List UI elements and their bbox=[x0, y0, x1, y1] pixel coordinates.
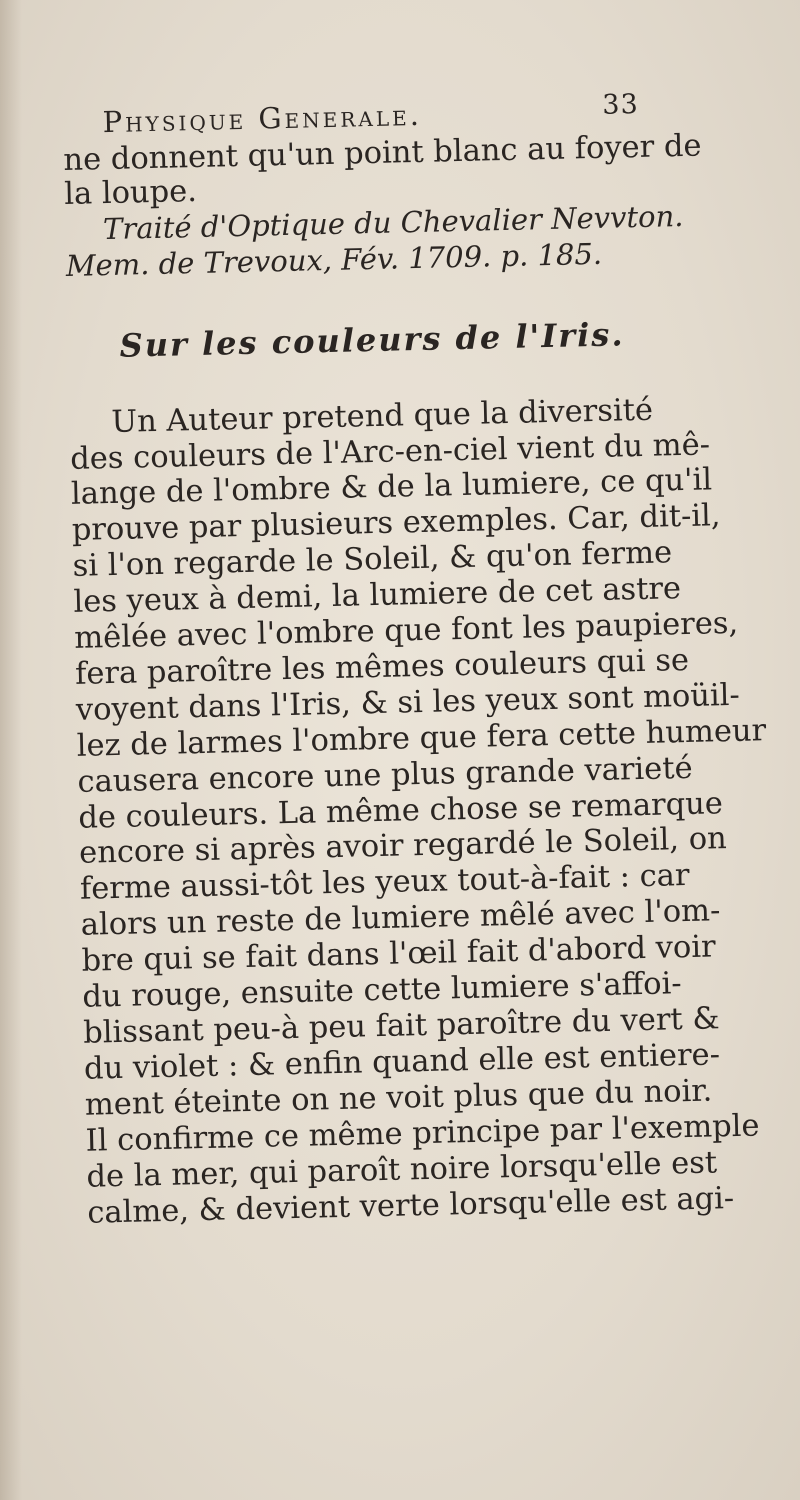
text-line: ne donnent qu'un point blanc au foyer de bbox=[63, 128, 702, 178]
paragraph-line: Un Auteur pretend que la diversité bbox=[111, 392, 654, 440]
paragraph-line: mêlée avec l'ombre que font les paupieres, bbox=[73, 605, 739, 656]
paragraph-line: les yeux à demi, la lumiere de cet astre bbox=[73, 571, 682, 620]
paragraph-line: des couleurs de l'Arc-en-ciel vient du mê- bbox=[69, 426, 711, 477]
paragraph-line: fera paroître les mêmes couleurs qui se bbox=[74, 642, 690, 692]
paragraph-line: lez de larmes l'ombre que fera cette humeur bbox=[76, 712, 767, 764]
paragraph-line: voyent dans l'Iris, & si les yeux sont moüil- bbox=[75, 677, 741, 728]
paragraph-line: prouve par plusieurs exemples. Car, dit-il, bbox=[71, 498, 721, 549]
paragraph bbox=[69, 392, 767, 1231]
paragraph-line: bre qui se fait dans l'œil fait d'abord voir bbox=[81, 929, 717, 979]
reference-line: Traité d'Optique du Chevalier Nevvton. bbox=[102, 198, 684, 246]
paragraph-line: lange de l'ombre & de la lumiere, ce qu'il bbox=[70, 462, 713, 513]
page-number: 33 bbox=[601, 88, 640, 121]
paragraph-line: du violet : & enfin quand elle est entiere- bbox=[83, 1037, 721, 1087]
page-edge-shadow bbox=[0, 0, 22, 1500]
running-head-title: Physique Generale. bbox=[102, 97, 423, 140]
paragraph-line: calme, & devient verte lorsqu'elle est agi- bbox=[86, 1180, 735, 1231]
paragraph-line: ment éteinte on ne voit plus que du noir. bbox=[84, 1073, 713, 1123]
paragraph-line: encore si après avoir regardé le Soleil, on bbox=[78, 821, 728, 872]
paragraph-line: alors un reste de lumiere mêlé avec l'om- bbox=[80, 893, 721, 944]
paragraph-line: du rouge, ensuite cette lumiere s'affoi- bbox=[82, 966, 683, 1015]
paragraph-line: blissant peu-à peu fait paroître du vert & bbox=[82, 1001, 720, 1051]
text-line: la loupe. bbox=[63, 173, 198, 212]
reference-line: Mem. de Trevoux, Fév. 1709. p. 185. bbox=[65, 236, 603, 283]
paragraph-line: de couleurs. La même chose se remarque bbox=[77, 785, 724, 836]
paragraph-line: Il confirme ce même principe par l'exemple bbox=[85, 1108, 760, 1159]
paragraph-line: de la mer, qui paroît noire lorsqu'elle est bbox=[86, 1145, 718, 1195]
section-title: Sur les couleurs de l'Iris. bbox=[119, 314, 625, 365]
paragraph-line: ferme aussi-tôt les yeux tout-à-fait : car bbox=[79, 858, 690, 908]
paragraph-line: si l'on regarde le Soleil, & qu'on ferme bbox=[72, 535, 673, 585]
paragraph-line: causera encore une plus grande varieté bbox=[77, 750, 693, 800]
text-block bbox=[62, 82, 767, 1231]
